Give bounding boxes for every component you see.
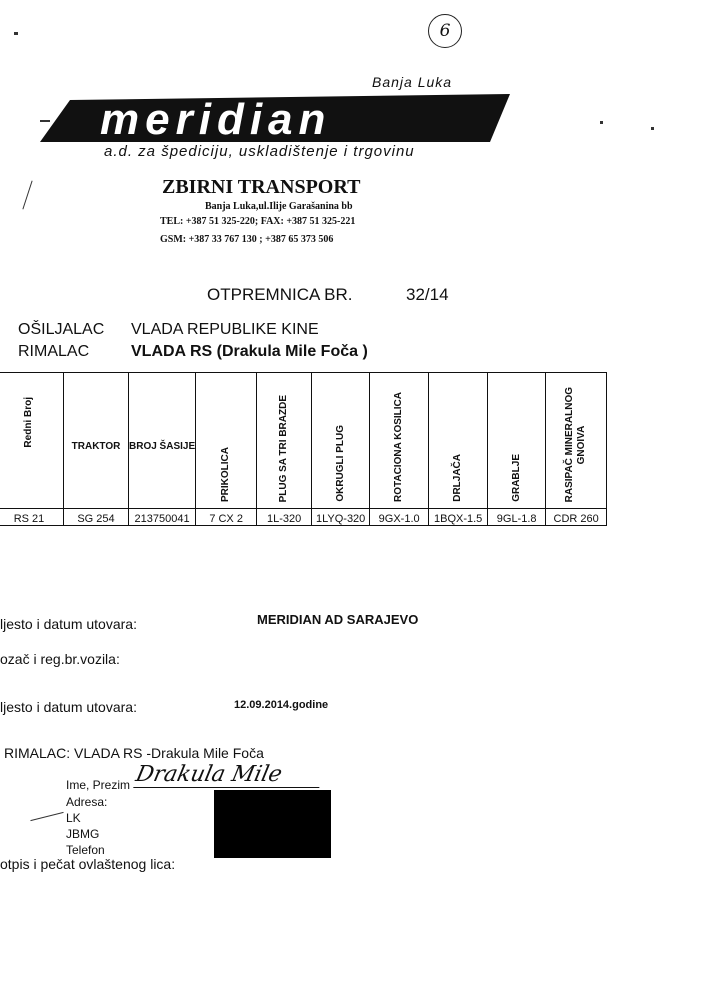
scan-speck	[22, 181, 32, 210]
receiver-line: RIMALAC: VLADA RS -Drakula Mile Foča	[4, 745, 264, 761]
cell-redni-broj: RS 21	[0, 509, 64, 526]
cell-traktor: SG 254	[64, 509, 129, 526]
sender-label: OŠILJALAC	[18, 321, 105, 338]
cell-rotaciona-kosilica: 9GX-1.0	[370, 509, 429, 526]
company-phones: TEL: +387 51 325-220; FAX: +387 51 325-221	[160, 216, 356, 227]
company-tagline: a.d. za špediciju, uskladištenje i trgovinu	[104, 143, 415, 160]
scan-speck	[600, 121, 603, 124]
header-okrugli-plug: OKRUGLI PLUG	[334, 425, 346, 502]
name-label: Ime, Prezim	[66, 778, 131, 792]
header-cell	[129, 373, 196, 509]
header-cell	[312, 373, 370, 509]
header-cell	[257, 373, 312, 509]
receiver-label: RIMALAC	[18, 343, 90, 360]
header-cell	[546, 373, 607, 509]
address-label: Adresa:	[66, 795, 108, 809]
driver-label: ozač i reg.br.vozila:	[0, 651, 120, 667]
header-cell	[488, 373, 546, 509]
phone-label: Telefon	[66, 843, 105, 857]
sender-value: VLADA REPUBLIKE KINE	[131, 321, 319, 338]
table-row	[0, 509, 607, 526]
header-cell	[370, 373, 429, 509]
header-drljaca: DRLJAČA	[452, 454, 464, 502]
company-address: Banja Luka,ul.Ilije Garašanina bb	[205, 201, 353, 212]
load-date-label: ljesto i datum utovara:	[0, 699, 137, 715]
header-plug-tri-brazde: PLUG SA TRI BRAZDE	[278, 394, 290, 502]
company-logo	[40, 92, 510, 144]
header-prikolica: PRIKOLICA	[220, 447, 232, 502]
cell-okrugli-plug: 1LYQ-320	[312, 509, 370, 526]
company-gsm: GSM: +387 33 767 130 ; +387 65 373 506	[160, 234, 334, 245]
header-cell	[64, 373, 129, 509]
header-rotaciona-kosilica: ROTACIONA KOSILICA	[393, 392, 405, 502]
header-traktor: TRAKTOR	[71, 441, 121, 452]
cell-broj-sasije: 213750041	[129, 509, 196, 526]
header-rasipac: RASIPAČ MINERALNOG GNOIVA	[564, 386, 588, 502]
cell-plug-tri-brazde: 1L-320	[257, 509, 312, 526]
document-title: OTPREMNICA BR.	[207, 285, 353, 304]
header-redni-broj: Redni Broj	[23, 397, 34, 448]
scan-speck	[14, 32, 18, 35]
load-place-value: MERIDIAN AD SARAJEVO	[257, 612, 419, 627]
header-broj-sasije: BROJ ŠASIJE	[129, 441, 196, 452]
goods-table	[0, 372, 607, 526]
page-number: 6	[439, 21, 451, 41]
city-script: Banja Luka	[372, 74, 453, 90]
page-number-circle	[428, 14, 462, 48]
header-cell	[429, 373, 488, 509]
document-number: 32/14	[406, 285, 449, 304]
jbmg-label: JBMG	[66, 827, 100, 841]
load-date-value: 12.09.2014.godine	[234, 699, 329, 711]
cell-drljaca: 1BQX-1.5	[429, 509, 488, 526]
scan-speck	[651, 127, 654, 130]
scan-speck	[30, 812, 63, 821]
header-cell	[196, 373, 257, 509]
signature-label: otpis i pečat ovlaštenog lica:	[0, 856, 176, 872]
header-cell	[0, 373, 64, 509]
table-header-row	[0, 373, 607, 509]
lk-label: LK	[66, 811, 81, 825]
receiver-value: VLADA RS (Drakula Mile Foča )	[131, 343, 368, 360]
company-title: ZBIRNI TRANSPORT	[162, 176, 361, 198]
scan-speck	[40, 120, 50, 122]
cell-prikolica: 7 CX 2	[196, 509, 257, 526]
redaction-block	[214, 790, 331, 858]
load-place-label: ljesto i datum utovara:	[0, 616, 137, 632]
header-grablje: GRABLJE	[510, 454, 522, 502]
cell-grablje: 9GL-1.8	[488, 509, 546, 526]
cell-rasipac: CDR 260	[546, 509, 607, 526]
handwritten-name: Drakula Mile	[133, 762, 325, 788]
logo-text: meridian	[100, 95, 332, 144]
